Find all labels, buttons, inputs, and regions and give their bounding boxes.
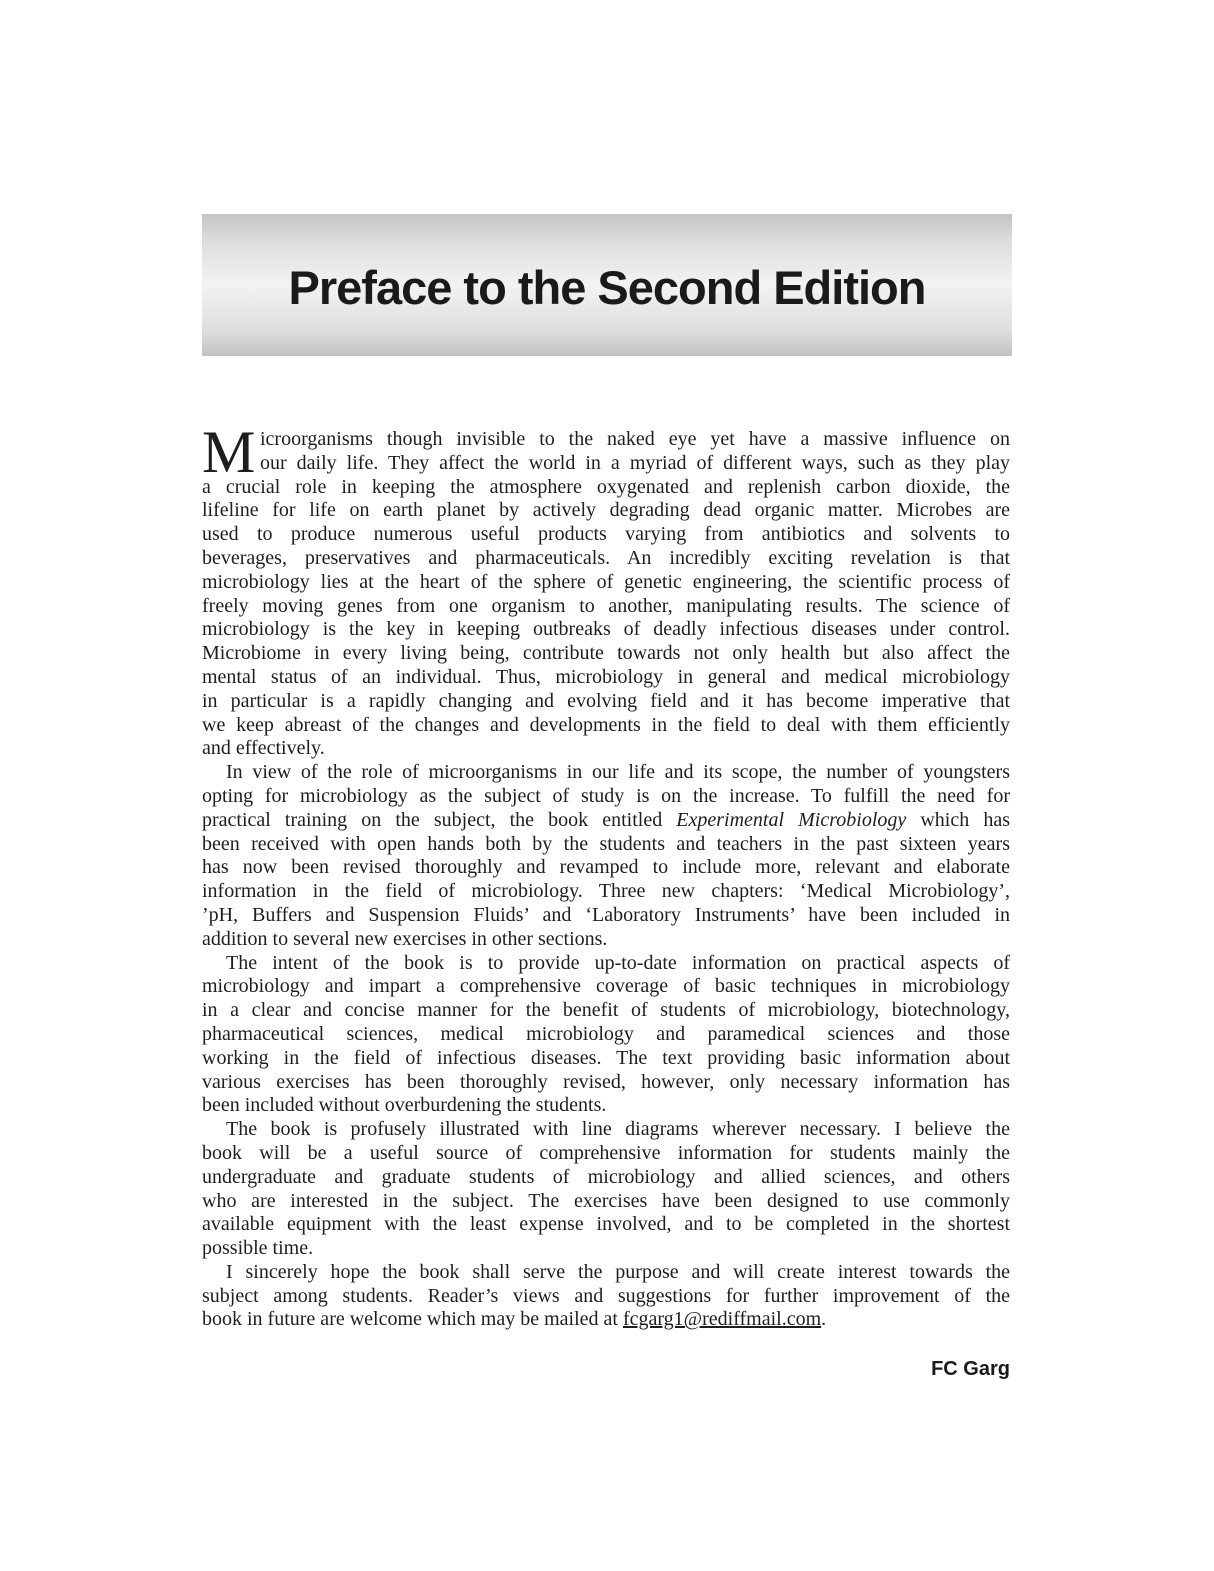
drop-cap: M <box>202 419 256 485</box>
text-line: book in future are welcome which may be mailed at fcgarg1@rediffmail.com. <box>202 1308 827 1331</box>
paragraph <box>202 761 1010 951</box>
text-line: undergraduate and graduate students of microbiology and allied sciences, and others <box>202 1165 1010 1188</box>
text-line: The intent of the book is to provide up-to-date information on practical aspects of <box>226 951 1010 974</box>
text-line: subject among students. Reader’s views and suggestions for further improvement of the <box>202 1284 1010 1307</box>
text-line: lifeline for life on earth planet by actively degrading dead organic matter. Microbes are <box>202 499 1010 522</box>
text-line: Microbiome in every living being, contribute towards not only health but also affect the <box>202 642 1010 665</box>
text-line: microbiology is the key in keeping outbreaks of deadly infectious diseases under control. <box>202 618 1010 641</box>
text-line: microbiology lies at the heart of the sphere of genetic engineering, the scientific process of <box>202 570 1010 593</box>
text-line: various exercises has been thoroughly revised, however, only necessary information has <box>202 1070 1010 1093</box>
text-line: has now been revised thoroughly and revamped to include more, relevant and elaborate <box>202 856 1010 879</box>
text-line: we keep abreast of the changes and developments in the field to deal with them efficiently <box>202 713 1010 736</box>
paragraph <box>202 1118 1010 1261</box>
text-line: The book is profusely illustrated with line diagrams wherever necessary. I believe the <box>226 1118 1010 1141</box>
text-line: beverages, preservatives and pharmaceuticals. An incredibly exciting revelation is that <box>202 546 1010 569</box>
preface-body <box>202 419 1010 1332</box>
paragraph <box>202 952 1010 1119</box>
text-line: opting for microbiology as the subject of study is on the increase. To fulfill the need for <box>202 784 1010 807</box>
text-line: who are interested in the subject. The exercises have been designed to use commonly <box>202 1189 1010 1212</box>
text-line: been included without overburdening the students. <box>202 1094 607 1117</box>
text-line: been received with open hands both by the students and teachers in the past sixteen years <box>202 832 1010 855</box>
author-signature: FC Garg <box>931 1358 1010 1380</box>
text-line: In view of the role of microorganisms in our life and its scope, the number of youngsters <box>226 761 1010 784</box>
text-line: in particular is a rapidly changing and evolving field and it has become imperative that <box>202 689 1010 712</box>
email-link[interactable]: fcgarg1@rediffmail.com <box>622 1308 822 1331</box>
book-title: Experimental Microbiology <box>676 808 907 831</box>
text-line: a crucial role in keeping the atmosphere oxygenated and replenish carbon dioxide, the <box>202 475 1010 498</box>
text-line: addition to several new exercises in other sections. <box>202 927 608 950</box>
page-title: Preface to the Second Edition <box>288 261 926 314</box>
text-line: freely moving genes from one organism to another, manipulating results. The science of <box>202 594 1010 617</box>
text-line: working in the field of infectious diseases. The text providing basic information about <box>202 1046 1010 1069</box>
text-line: in a clear and concise manner for the benefit of students of microbiology, biotechnology, <box>202 999 1010 1022</box>
text-line: microbiology and impart a comprehensive coverage of basic techniques in microbiology <box>202 975 1010 998</box>
text-line: used to produce numerous useful products varying from antibiotics and solvents to <box>202 523 1010 546</box>
text-line: and effectively. <box>202 737 325 760</box>
text-line: I sincerely hope the book shall serve the purpose and will create interest towards the <box>226 1260 1010 1283</box>
paragraph <box>202 419 1010 761</box>
text-line: pharmaceutical sciences, medical microbiology and paramedical sciences and those <box>202 1022 1010 1045</box>
paragraph <box>202 1261 1010 1332</box>
text-line: our daily life. They affect the world in a myriad of different ways, such as they play <box>260 451 1010 474</box>
text-line: available equipment with the least expense involved, and to be completed in the shortest <box>202 1213 1010 1236</box>
text-line: mental status of an individual. Thus, microbiology in general and medical microbiology <box>202 665 1010 688</box>
text-line: information in the field of microbiology. Three new chapters: ‘Medical Microbiology’, <box>202 880 1010 903</box>
title-banner <box>202 214 1012 356</box>
text-line: practical training on the subject, the book entitled Experimental Microbiology which has <box>202 808 1010 831</box>
text-line: icroorganisms though invisible to the naked eye yet have a massive influence on <box>260 428 1010 450</box>
text-line: possible time. <box>202 1237 314 1260</box>
text-line: ’pH, Buffers and Suspension Fluids’ and ‘Laboratory Instruments’ have been included in <box>202 903 1010 926</box>
text-line: book will be a useful source of comprehensive information for students mainly the <box>202 1141 1010 1164</box>
